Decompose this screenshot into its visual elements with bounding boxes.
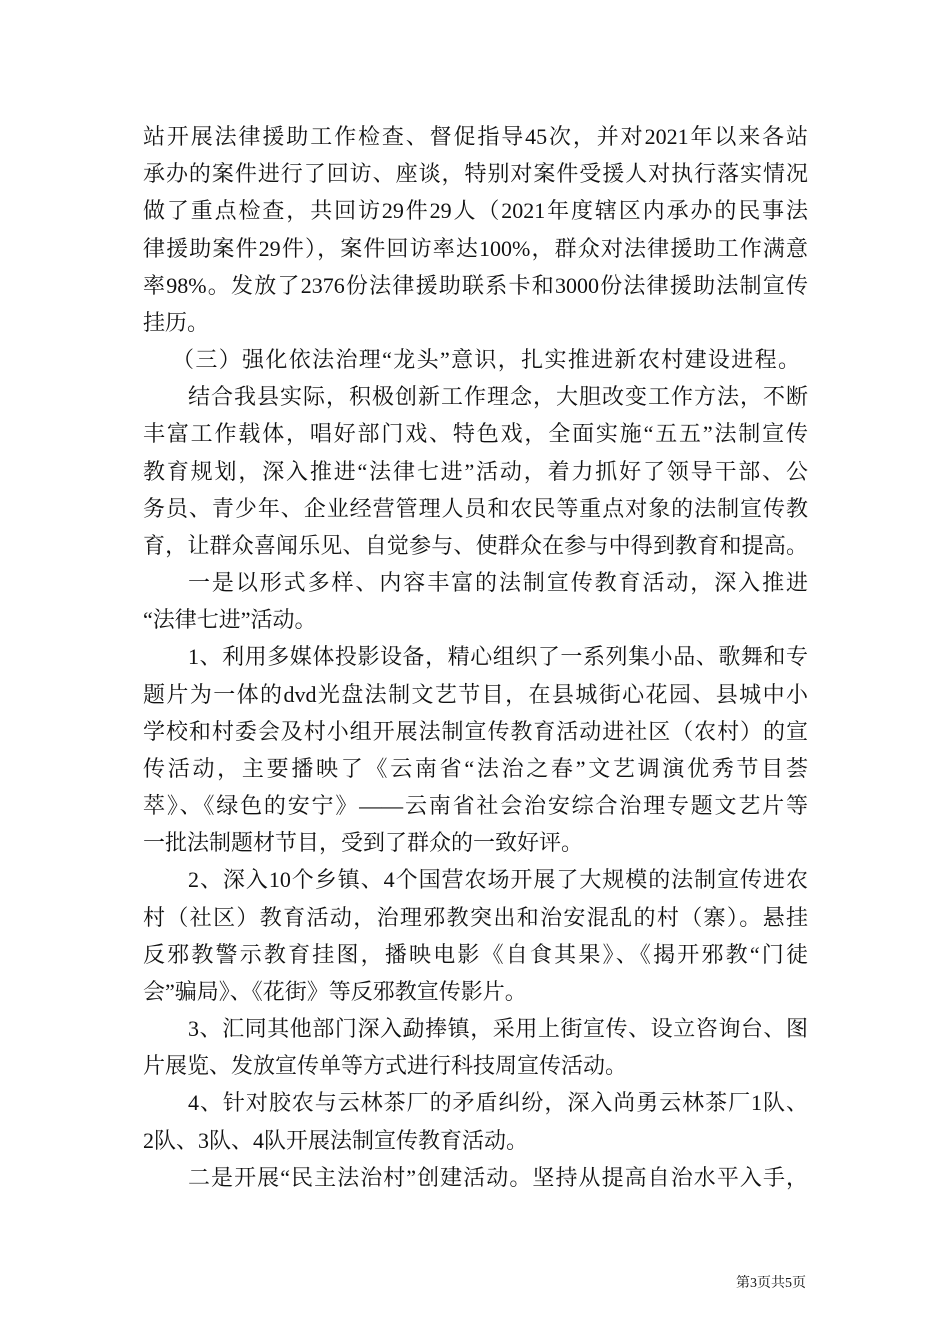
text-line: “法律七进”活动。: [143, 607, 317, 633]
text-line: 村（社区）教育活动，治理邪教突出和治安混乱的村（寨）。悬挂: [143, 904, 808, 930]
text-line: 教育规划，深入推进“法律七进”活动，着力抓好了领导干部、公: [143, 458, 808, 484]
text-line: 1、利用多媒体投影设备，精心组织了一系列集小品、歌舞和专: [188, 644, 808, 670]
text-line: 一批法制题材节目，受到了群众的一致好评。: [143, 830, 584, 856]
text-line: 会”骗局》、《花街》等反邪教宣传影片。: [143, 978, 527, 1004]
section-heading: （三）强化依法治理“龙头”意识，扎实推进新农村建设进程。: [172, 347, 800, 373]
text-line: 丰富工作载体，唱好部门戏、特色戏，全面实施“五五”法制宣传: [143, 421, 808, 447]
text-line: 育，让群众喜闻乐见、自觉参与、使群众在参与中得到教育和提高。: [143, 532, 808, 558]
text-line: 站开展法律援助工作检查、督促指导45次，并对2021年以来各站: [143, 124, 808, 149]
text-line: 承办的案件进行了回访、座谈，特别对案件受援人对执行落实情况: [143, 161, 808, 187]
text-line: 务员、青少年、企业经营管理人员和农民等重点对象的法制宣传教: [143, 495, 808, 521]
text-line: 做了重点检查，共回访29件29人（2021年度辖区内承办的民事法: [143, 198, 808, 224]
text-line: 率98%。发放了2376份法律援助联系卡和3000份法律援助法制宣传: [143, 272, 808, 298]
text-line: 传活动，主要播映了《云南省“法治之春”文艺调演优秀节目荟: [143, 755, 809, 781]
text-line: 片展览、发放宣传单等方式进行科技周宣传活动。: [143, 1053, 628, 1079]
text-line: 律援助案件29件），案件回访率达100%，群众对法律援助工作满意: [143, 235, 808, 261]
text-line: 2、深入10个乡镇、4个国营农场开展了大规模的法制宣传进农: [188, 867, 808, 893]
text-line: 一是以形式多样、内容丰富的法制宣传教育活动，深入推进: [188, 570, 808, 596]
text-line: 结合我县实际，积极创新工作理念，大胆改变工作方法，不断: [188, 384, 808, 410]
text-line: 2队、3队、4队开展法制宣传教育活动。: [143, 1127, 529, 1153]
text-line: 二是开展“民主法治村”创建活动。坚持从提高自治水平入手，: [188, 1164, 809, 1190]
text-line: 3、汇同其他部门深入勐捧镇，采用上街宣传、设立咨询台、图: [188, 1016, 808, 1042]
document-body: [143, 118, 808, 1196]
text-line: 挂历。: [143, 309, 210, 335]
text-line: 反邪教警示教育挂图，播映电影《自食其果》、《揭开邪教“门徒: [143, 941, 808, 967]
text-line: 萃》、《绿色的安宁》——云南省社会治安综合治理专题文艺片等: [143, 793, 808, 819]
page-number-footer: 第3页共5页: [736, 1276, 806, 1291]
text-line: 4、针对胶农与云林茶厂的矛盾纠纷，深入尚勇云林茶厂1队、: [188, 1090, 808, 1116]
text-line: 题片为一体的dvd光盘法制文艺节目，在县城街心花园、县城中小: [143, 681, 808, 707]
text-line: 学校和村委会及村小组开展法制宣传教育活动进社区（农村）的宣: [143, 718, 808, 744]
